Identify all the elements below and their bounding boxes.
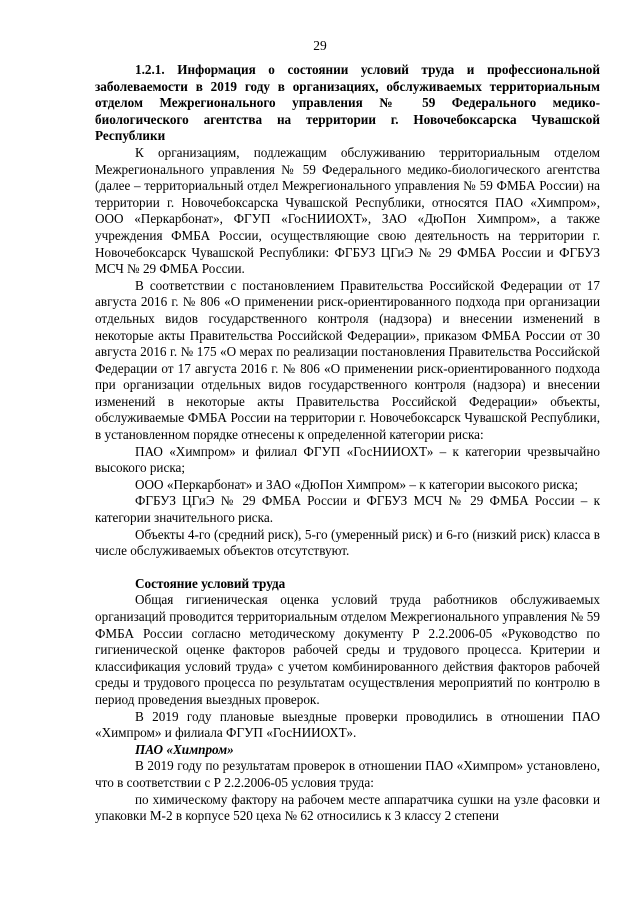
paragraph: по химическому фактору на рабочем месте аппаратчика сушки на узле фасовки и упаковки М-2 в корпусе 520 цеха № 62 относились к 3 классу 2 степени bbox=[95, 791, 600, 824]
paragraph: ПАО «Химпром» и филиал ФГУП «ГосНИИОХТ» – к категории чрезвычайно высокого риска; bbox=[95, 443, 600, 476]
subheading: Состояние условий труда bbox=[135, 575, 286, 591]
paragraph: ООО «Перкарбонат» и ЗАО «ДюПон Химпром» – к категории высокого риска; bbox=[135, 476, 579, 492]
paragraph: В 2019 году по результатам проверок в отношении ПАО «Химпром» установлено, что в соответствии с Р 2.2.2006-05 условия труда: bbox=[95, 758, 600, 790]
page-number: 29 bbox=[313, 38, 327, 53]
org-heading: ПАО «Химпром» bbox=[135, 741, 234, 757]
paragraph: ФГБУЗ ЦГиЭ № 29 ФМБА России и ФГБУЗ МСЧ № 29 ФМБА России – к категории значительного риска. bbox=[95, 493, 600, 526]
paragraph: К организациям, подлежащим обслуживанию территориальным отделом Межрегионального управления № 59 Федерального медико-биологического агентства (далее – территориальный отдел Межрегионального управления № 59 ФМБА России) на территории г. Новочебоксарска Чувашской Республики, относятся ПАО «Химпром», ООО «Перкарбонат», ФГУП «ГосНИИОХТ», ЗАО «ДюПон Химпром», а также учреждения ФМБА России, осуществляющие свою деятельность на территории г. Новочебоксарск Чувашской Республики: ФГБУЗ ЦГиЭ № 29 ФМБА России и ФГБУЗ МСЧ № 29 ФМБА России. bbox=[95, 144, 600, 277]
paragraph: В соответствии с постановлением Правительства Российской Федерации от 17 августа 2016 г. № 806 «О применении риск-ориентированного подхода при организации отдельных видов государственного контроля (надзора) и внесении изменений в некоторые акты Правительства Российской Федерации», приказом ФМБА России от 30 августа 2016 г. № 175 «О мерах по реализации постановления Правительства Российской Федерации от 17 августа 2016 г. № 806 «О применении риск-ориентированного подхода при организации отдельных видов государственного контроля (надзора) и внесении изменений в некоторые акты Правительства Российской Федерации» объекты, обслуживаемые ФМБА России на территории г. Новочебоксарск Чувашской Республики, в установленном порядке отнесены к определенной категории риска: bbox=[95, 277, 600, 443]
paragraph: Общая гигиеническая оценка условий труда работников обслуживаемых организаций проводится территориальным отделом Межрегионального управления № 59 ФМБА России согласно методическому документу Р 2.2.2006-05 «Руководство по гигиенической оценке факторов рабочей среды и трудового процесса. Критерии и классификация условий труда» с учетом комбинированного действия факторов рабочей среды и трудового процесса по результатам осуществления мероприятий по контролю в период проведения выездных проверок. bbox=[95, 592, 600, 707]
page-content bbox=[95, 62, 600, 825]
section-heading: 1.2.1. Информация о состоянии условий труда и профессиональной заболеваемости в 2019 году в организациях, обслуживаемых территориальным отделом Межрегионального управления № 59 Федерального медико-биологического агентства на территории г. Новочебоксарска Чувашской Республики bbox=[95, 62, 600, 144]
paragraph: Объекты 4-го (средний риск), 5-го (умеренный риск) и 6-го (низкий риск) класса в числе обслуживаемых объектов отсутствуют. bbox=[95, 526, 600, 559]
paragraph: В 2019 году плановые выездные проверки проводились в отношении ПАО «Химпром» и филиала ФГУП «ГосНИИОХТ». bbox=[95, 708, 600, 741]
